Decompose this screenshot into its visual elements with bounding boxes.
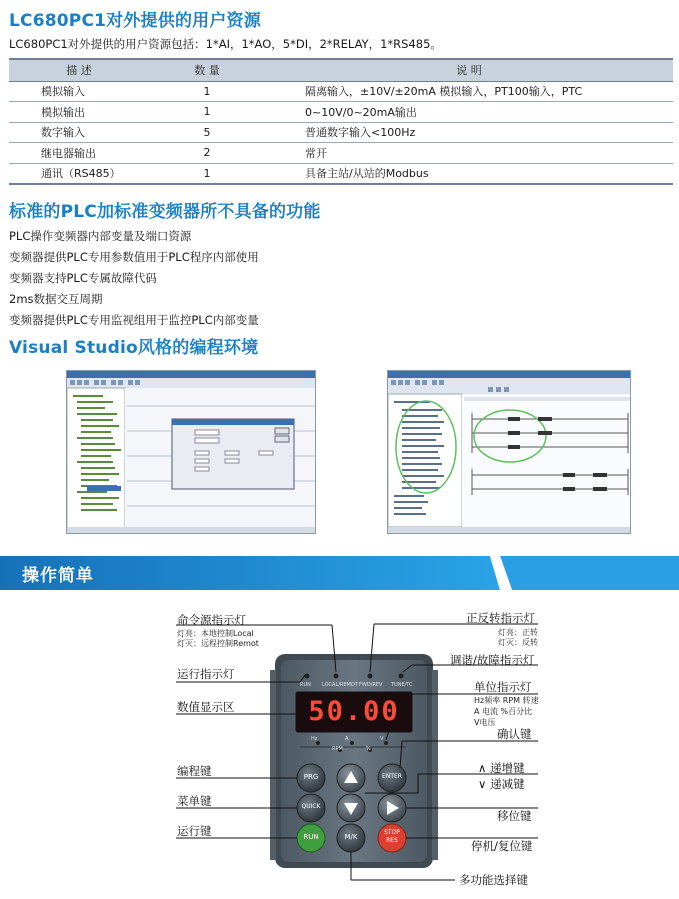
- callout-display: 数值显示区: [177, 700, 235, 714]
- section-title-resources: LC680PC1对外提供的用户资源: [9, 11, 261, 31]
- callout-shift: 移位键: [497, 809, 532, 823]
- unit-a-label: A: [345, 736, 349, 742]
- callout-fwd-note1: 灯亮：正转: [498, 628, 538, 637]
- ide-screenshot-graphic: [67, 371, 316, 534]
- table-cell: 1: [149, 102, 265, 123]
- table-cell: 5: [149, 122, 265, 143]
- table-cell: 普通数字输入<100Hz: [265, 122, 673, 143]
- list-item: 变频器支持PLC专属故障代码: [9, 271, 157, 285]
- callout-unit-note3: V电压: [474, 718, 496, 727]
- table-cell: 通讯（RS485）: [9, 163, 149, 184]
- table-cell: 隔离输入，±10V/±20mA 模拟输入，PT100输入，PTC: [265, 81, 673, 102]
- quick-key[interactable]: QUICK: [301, 803, 321, 810]
- lcd-display: 50.00: [308, 696, 400, 727]
- led-run-label: RUN: [300, 682, 311, 688]
- res-key-label: RES: [386, 837, 398, 844]
- ide-screenshot-graphic: [388, 371, 631, 534]
- callout-unit: 单位指示灯: [474, 680, 532, 694]
- stop-key[interactable]: STOP: [384, 829, 400, 836]
- callout-up: ∧ 递增键: [478, 761, 525, 775]
- column-header: 描 述: [9, 59, 149, 81]
- callout-unit-note1: Hz频率 RPM 转速: [474, 696, 539, 705]
- table-cell: 2: [149, 143, 265, 164]
- section-title-features: 标准的PLC加标准变频器所不具备的功能: [9, 202, 321, 222]
- callout-cmd-note1: 灯亮：本地控制Local: [177, 629, 254, 638]
- unit-rpm-label: RPM: [332, 746, 343, 752]
- ops-banner: [0, 556, 679, 590]
- table-cell: 数字输入: [9, 122, 149, 143]
- table-row: [9, 102, 673, 123]
- callout-cmd-note2: 灯灭：远程控制Remot: [177, 639, 259, 648]
- callout-fwd-note2: 灯灭：反转: [498, 638, 538, 647]
- table-cell: 模拟输出: [9, 102, 149, 123]
- table-row: [9, 81, 673, 102]
- callout-fwd-rev: 正反转指示灯: [466, 611, 535, 625]
- callout-run-key: 运行键: [177, 824, 212, 838]
- table-row: [9, 122, 673, 143]
- column-header: 数 量: [149, 59, 265, 81]
- table-header-row: [9, 59, 673, 81]
- intro-text: LC680PC1对外提供的用户资源包括：1*AI，1*AO，5*DI，2*RELAY，1*RS485。: [9, 37, 442, 51]
- unit-v-label: V: [380, 736, 384, 742]
- callout-unit-note2: A 电流 %百分比: [474, 707, 533, 716]
- callout-stop: 停机/复位键: [471, 839, 533, 853]
- callout-cmd-source: 命令源指示灯: [177, 613, 246, 627]
- table-cell: 具备主站/从站的Modbus: [265, 163, 673, 184]
- run-key[interactable]: RUN: [303, 833, 319, 841]
- list-item: 变频器提供PLC专用监视组用于监控PLC内部变量: [9, 313, 259, 327]
- feature-list: [9, 226, 259, 331]
- table-cell: 1: [149, 163, 265, 184]
- callout-tune: 调谐/故障指示灯: [450, 653, 535, 667]
- table-cell: 继电器输出: [9, 143, 149, 164]
- led-local-label: LOCAL/REMOT: [322, 682, 358, 688]
- list-item: 变频器提供PLC专用参数值用于PLC程序内部使用: [9, 250, 259, 264]
- enter-key[interactable]: ENTER: [382, 773, 402, 780]
- callout-prg: 编程键: [177, 764, 212, 778]
- section-title-ide: Visual Studio风格的编程环境: [9, 338, 259, 358]
- callout-menu: 菜单键: [177, 794, 212, 808]
- unit-hz-label: Hz: [311, 736, 318, 742]
- callout-run-led: 运行指示灯: [177, 667, 235, 681]
- list-item: 2ms数据交互周期: [9, 292, 103, 306]
- list-item: PLC操作变频器内部变量及端口资源: [9, 229, 192, 243]
- ops-title: 操作简单: [22, 566, 94, 586]
- prg-key[interactable]: PRG: [303, 773, 319, 781]
- table-cell: 1: [149, 81, 265, 102]
- table-cell: 常开: [265, 143, 673, 164]
- led-tune-label: TUNE/TC: [391, 682, 413, 688]
- callout-multi: 多功能选择键: [459, 873, 528, 887]
- table-cell: 0~10V/0~20mA输出: [265, 102, 673, 123]
- callout-confirm: 确认键: [497, 727, 532, 741]
- unit-pct-label: %: [366, 746, 371, 752]
- table-cell: 模拟输入: [9, 81, 149, 102]
- led-fwd-label: FWD/REV: [359, 682, 383, 688]
- table-row: [9, 143, 673, 164]
- ide-screenshot-ladder: [387, 370, 631, 534]
- column-header: 说 明: [265, 59, 673, 81]
- ide-screenshot-dialog: [66, 370, 316, 534]
- table-row: [9, 163, 673, 184]
- callout-down: ∨ 递减键: [478, 777, 525, 791]
- resource-table: [9, 58, 673, 185]
- mk-key[interactable]: M/K: [344, 833, 358, 841]
